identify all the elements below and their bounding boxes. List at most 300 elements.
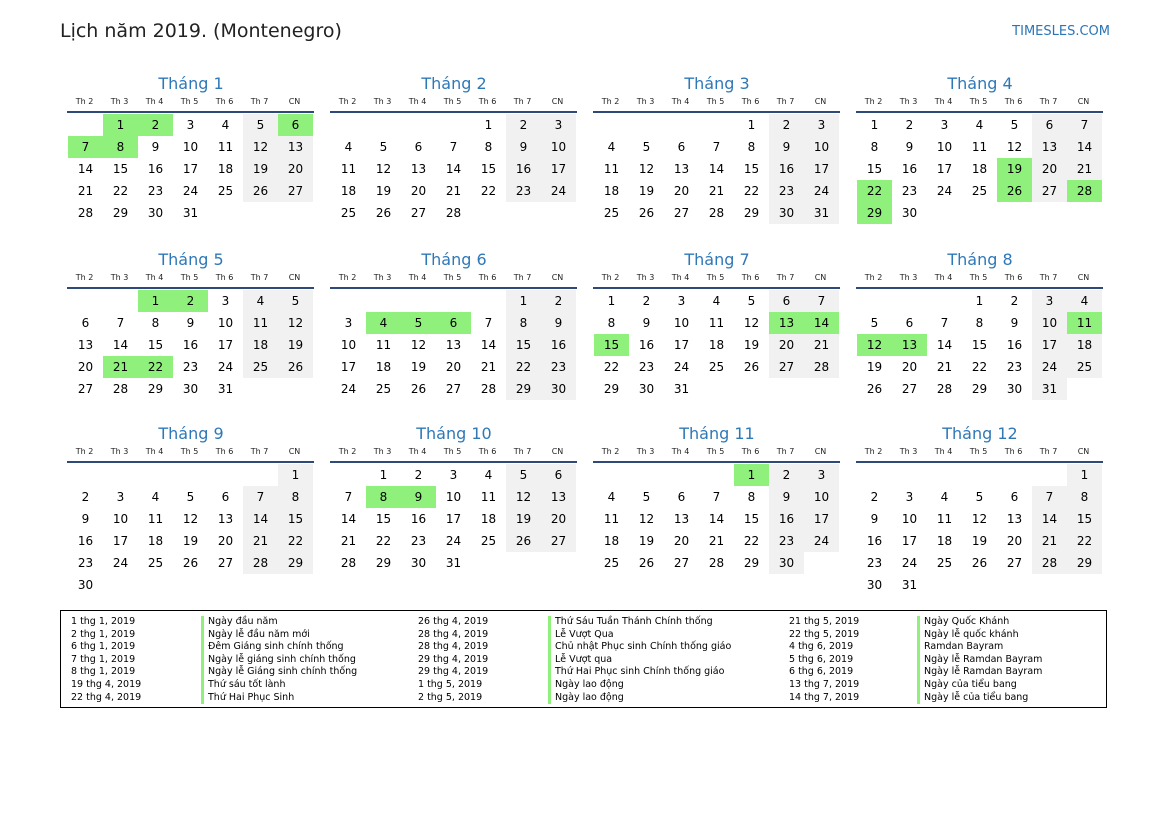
day-cell: 11 [217,140,234,154]
weekday-label: Th 7 [776,97,795,106]
day-cell: 31 [217,382,234,396]
month-name: Tháng 6 [421,250,487,269]
day-cell: 4 [221,118,230,132]
holiday-legend [60,610,1107,708]
day-cell: 4 [940,490,949,504]
weekday-label: Th 3 [110,273,129,282]
weekday-header [593,271,840,289]
weekday-header [330,271,577,289]
day-cell: 14 [77,162,94,176]
day-cell: 15 [866,162,883,176]
empty-cell [208,464,243,486]
day-cell: 19 [278,334,313,356]
day-cell: 27 [1006,556,1023,570]
weekday-label: Th 2 [864,97,883,106]
weekday-label: Th 4 [671,97,690,106]
day-cell: 13 [541,486,576,508]
weekday-label: Th 4 [671,273,690,282]
day-cell: 9 [870,512,879,526]
day-cell: 11 [603,162,620,176]
day-cell: 14 [1032,508,1067,530]
month-name: Tháng 8 [947,250,1013,269]
day-cell: 7 [449,140,458,154]
day-cell: 25 [217,184,234,198]
day-cell: 14 [243,508,278,530]
day-cell: 23 [541,356,576,378]
weekday-label: Th 3 [636,97,655,106]
day-cell: 28 [480,382,497,396]
days-grid [68,290,314,400]
day-cell: 3 [449,468,458,482]
holiday-day: 1 [103,114,138,136]
legend-holiday-name: Thứ Hai Phục sinh Chính thống giáo [548,666,731,679]
day-cell: 18 [480,512,497,526]
day-cell: 19 [638,534,655,548]
empty-cell [331,114,366,136]
day-cell: 15 [506,334,541,356]
day-cell: 2 [1010,294,1019,308]
weekday-label: Th 6 [215,273,234,282]
weekday-label: Th 5 [180,97,199,106]
day-cell: 20 [673,534,690,548]
day-cell: 26 [182,556,199,570]
day-cell: 10 [804,486,839,508]
day-cell: 16 [769,158,804,180]
day-cell: 28 [708,556,725,570]
weekday-label: Th 3 [899,447,918,456]
day-cell: 2 [642,294,651,308]
legend-holiday-name: Ngày lễ giáng sinh chính thống [201,654,357,667]
day-cell: 4 [344,140,353,154]
day-cell: 19 [638,184,655,198]
legend-holiday-name: Ngày lễ Ramdan Bayram [917,666,1042,679]
day-cell: 22 [375,534,392,548]
day-cell: 17 [1032,334,1067,356]
days-grid [331,290,577,400]
day-cell: 12 [375,162,392,176]
day-cell: 27 [217,556,234,570]
weekday-label: Th 2 [75,447,94,456]
weekday-header [67,445,314,463]
month-block [857,423,1103,596]
day-cell: 24 [1032,356,1067,378]
day-cell: 9 [769,136,804,158]
weekday-label: Th 2 [601,447,620,456]
day-cell: 5 [379,140,388,154]
month-name: Tháng 10 [416,424,492,443]
empty-cell [664,114,699,136]
day-cell: 27 [673,206,690,220]
legend-date: 13 thg 7, 2019 [789,678,860,690]
legend-holiday-name: Chủ nhật Phục sinh Chính thống giáo [548,641,731,654]
day-cell: 17 [541,158,576,180]
day-cell: 25 [936,556,953,570]
day-cell: 4 [607,140,616,154]
day-cell: 4 [484,468,493,482]
empty-cell [331,290,366,312]
weekday-label: CN [1077,447,1090,456]
day-cell: 19 [182,534,199,548]
day-cell: 5 [747,294,756,308]
day-cell: 10 [445,490,462,504]
weekday-label: Th 4 [408,97,427,106]
day-cell: 8 [278,486,313,508]
day-cell: 11 [147,512,164,526]
weekday-label: Th 6 [478,97,497,106]
day-cell: 17 [804,508,839,530]
weekday-label: Th 3 [110,97,129,106]
weekday-label: Th 2 [601,97,620,106]
day-cell: 20 [217,534,234,548]
day-cell: 12 [1006,140,1023,154]
day-cell: 16 [901,162,918,176]
day-cell: 4 [607,490,616,504]
day-cell: 20 [445,360,462,374]
empty-cell [401,290,436,312]
legend-date: 1 thg 1, 2019 [71,616,136,627]
day-cell: 29 [375,556,392,570]
day-cell: 24 [445,534,462,548]
day-cell: 11 [243,312,278,334]
day-cell: 12 [278,312,313,334]
day-cell: 4 [712,294,721,308]
holiday-day: 21 [103,356,138,378]
holiday-day: 15 [594,334,629,356]
day-cell: 22 [480,184,497,198]
day-cell: 30 [147,206,164,220]
day-cell: 21 [1067,158,1102,180]
day-cell: 15 [278,508,313,530]
holiday-day: 22 [138,356,173,378]
days-grid [857,290,1103,400]
day-cell: 22 [278,530,313,552]
day-cell: 18 [217,162,234,176]
day-cell: 7 [484,316,493,330]
day-cell: 21 [77,184,94,198]
day-cell: 10 [541,136,576,158]
day-cell: 27 [901,382,918,396]
month-block [331,423,577,574]
site-link[interactable]: TIMESLES.COM [1012,24,1110,39]
day-cell: 18 [708,338,725,352]
day-cell: 15 [112,162,129,176]
month-name: Tháng 2 [421,74,487,93]
day-cell: 5 [975,490,984,504]
legend-holiday-name: Thứ Hai Phục Sinh [201,692,357,705]
day-cell: 14 [480,338,497,352]
day-cell: 5 [870,316,879,330]
day-cell: 7 [344,490,353,504]
weekday-label: Th 5 [443,273,462,282]
day-cell: 8 [151,316,160,330]
weekday-label: Th 4 [671,447,690,456]
day-cell: 31 [901,578,918,592]
days-grid [331,464,577,574]
weekday-label: Th 4 [408,447,427,456]
day-cell: 6 [677,140,686,154]
day-cell: 15 [1067,508,1102,530]
weekday-label: Th 4 [145,97,164,106]
legend-holiday-name: Ngày lễ Ramdan Bayram [917,654,1042,667]
day-cell: 23 [769,530,804,552]
weekday-label: CN [814,97,827,106]
month-block [331,249,577,400]
month-block [594,249,840,400]
weekday-label: Th 2 [601,273,620,282]
day-cell: 11 [480,490,497,504]
weekday-label: Th 5 [969,273,988,282]
month-block [68,73,314,224]
holiday-day: 19 [997,158,1032,180]
day-cell: 21 [1032,530,1067,552]
day-cell: 22 [743,534,760,548]
legend-date: 2 thg 5, 2019 [418,691,483,703]
day-cell: 7 [940,316,949,330]
days-grid [68,464,314,596]
day-cell: 31 [673,382,690,396]
weekday-label: Th 6 [215,97,234,106]
day-cell: 18 [603,534,620,548]
holiday-day: 13 [769,312,804,334]
empty-cell [366,114,401,136]
day-cell: 16 [638,338,655,352]
day-cell: 3 [905,490,914,504]
day-cell: 11 [603,512,620,526]
day-cell: 12 [506,486,541,508]
legend-holiday-name: Ngày lao động [548,679,731,692]
weekday-label: CN [814,273,827,282]
weekday-label: CN [288,273,301,282]
legend-date: 28 thg 4, 2019 [418,641,489,653]
day-cell: 2 [541,290,576,312]
weekday-header [330,95,577,113]
day-cell: 25 [603,206,620,220]
month-name: Tháng 7 [684,250,750,269]
weekday-label: Th 2 [864,447,883,456]
weekday-label: Th 6 [478,447,497,456]
day-cell: 16 [1006,338,1023,352]
legend-date: 29 thg 4, 2019 [418,653,489,665]
day-cell: 6 [1010,490,1019,504]
empty-cell [857,464,892,486]
day-cell: 12 [243,136,278,158]
holiday-day: 11 [1067,312,1102,334]
day-cell: 2 [506,114,541,136]
day-cell: 17 [901,534,918,548]
weekday-label: Th 7 [776,273,795,282]
day-cell: 3 [804,114,839,136]
day-cell: 16 [541,334,576,356]
day-cell: 1 [379,468,388,482]
holiday-day: 2 [138,114,173,136]
day-cell: 1 [975,294,984,308]
day-cell: 28 [804,356,839,378]
day-cell: 14 [340,512,357,526]
day-cell: 3 [221,294,230,308]
day-cell: 5 [642,140,651,154]
holiday-day: 13 [892,334,927,356]
empty-cell [997,464,1032,486]
day-cell: 23 [410,534,427,548]
empty-cell [962,464,997,486]
day-cell: 25 [147,556,164,570]
legend-date: 5 thg 6, 2019 [789,653,854,665]
day-cell: 27 [77,382,94,396]
day-cell: 1 [870,118,879,132]
holiday-day: 6 [278,114,313,136]
day-cell: 22 [971,360,988,374]
day-cell: 17 [182,162,199,176]
weekday-label: Th 3 [636,447,655,456]
day-cell: 3 [186,118,195,132]
weekday-label: Th 7 [776,447,795,456]
day-cell: 17 [217,338,234,352]
empty-cell [471,290,506,312]
day-cell: 28 [340,556,357,570]
day-cell: 17 [936,162,953,176]
day-cell: 10 [901,512,918,526]
weekday-label: Th 5 [443,447,462,456]
day-cell: 28 [445,206,462,220]
day-cell: 17 [804,158,839,180]
day-cell: 9 [905,140,914,154]
empty-cell [68,114,103,136]
legend-date: 19 thg 4, 2019 [71,678,142,690]
weekday-label: CN [551,97,564,106]
day-cell: 7 [1067,114,1102,136]
weekday-header [856,95,1103,113]
weekday-label: CN [288,447,301,456]
day-cell: 31 [804,202,839,224]
holiday-day: 12 [857,334,892,356]
day-cell: 28 [243,552,278,574]
weekday-header [593,445,840,463]
empty-cell [68,464,103,486]
day-cell: 21 [340,534,357,548]
day-cell: 3 [1032,290,1067,312]
day-cell: 4 [151,490,160,504]
day-cell: 12 [743,316,760,330]
weekday-label: Th 7 [250,97,269,106]
day-cell: 12 [638,162,655,176]
holiday-day: 5 [401,312,436,334]
day-cell: 31 [182,206,199,220]
legend-date: 29 thg 4, 2019 [418,666,489,678]
legend-date: 6 thg 6, 2019 [789,666,854,678]
day-cell: 19 [743,338,760,352]
days-grid [594,114,840,224]
day-cell: 29 [743,206,760,220]
empty-cell [699,114,734,136]
day-cell: 20 [410,184,427,198]
day-cell: 27 [445,382,462,396]
day-cell: 22 [112,184,129,198]
day-cell: 25 [603,556,620,570]
day-cell: 12 [638,512,655,526]
weekday-label: Th 7 [513,97,532,106]
day-cell: 9 [186,316,195,330]
day-cell: 30 [541,378,576,400]
day-cell: 1 [278,464,313,486]
legend-holiday-name: Ramdan Bayram [917,641,1042,654]
day-cell: 2 [769,464,804,486]
holiday-day: 7 [68,136,103,158]
holiday-day: 6 [436,312,471,334]
day-cell: 30 [769,552,804,574]
day-cell: 16 [410,512,427,526]
day-cell: 19 [243,158,278,180]
weekday-label: Th 2 [75,97,94,106]
holiday-day: 4 [366,312,401,334]
weekday-label: Th 4 [934,273,953,282]
day-cell: 7 [1032,486,1067,508]
day-cell: 15 [971,338,988,352]
day-cell: 27 [541,530,576,552]
day-cell: 23 [147,184,164,198]
day-cell: 10 [673,316,690,330]
day-cell: 5 [1010,118,1019,132]
holiday-day: 8 [103,136,138,158]
day-cell: 4 [975,118,984,132]
day-cell: 9 [769,486,804,508]
day-cell: 8 [747,140,756,154]
day-cell: 24 [217,360,234,374]
weekday-label: CN [1077,97,1090,106]
day-cell: 26 [410,382,427,396]
day-cell: 29 [278,552,313,574]
weekday-label: Th 6 [478,273,497,282]
day-cell: 3 [804,464,839,486]
weekday-label: Th 6 [741,97,760,106]
day-cell: 3 [541,114,576,136]
day-cell: 26 [375,206,392,220]
empty-cell [331,464,366,486]
legend-holiday-name: Lễ Vượt qua [548,654,731,667]
holiday-day: 1 [138,290,173,312]
holiday-day: 26 [997,180,1032,202]
holiday-day: 2 [173,290,208,312]
weekday-label: Th 7 [1039,97,1058,106]
day-cell: 20 [1032,158,1067,180]
weekday-label: Th 2 [338,447,357,456]
day-cell: 7 [804,290,839,312]
month-name: Tháng 11 [679,424,755,443]
day-cell: 6 [81,316,90,330]
day-cell: 21 [804,334,839,356]
day-cell: 17 [340,360,357,374]
day-cell: 17 [112,534,129,548]
day-cell: 19 [375,184,392,198]
day-cell: 20 [77,360,94,374]
empty-cell [594,464,629,486]
weekday-label: Th 2 [338,97,357,106]
day-cell: 30 [638,382,655,396]
day-cell: 6 [769,290,804,312]
day-cell: 20 [541,508,576,530]
days-grid [594,464,840,574]
empty-cell [629,114,664,136]
month-block [68,423,314,596]
holiday-day: 14 [804,312,839,334]
day-cell: 8 [1067,486,1102,508]
day-cell: 2 [870,490,879,504]
day-cell: 6 [905,316,914,330]
weekday-label: Th 5 [180,447,199,456]
day-cell: 24 [112,556,129,570]
empty-cell [892,290,927,312]
weekday-label: Th 2 [864,273,883,282]
day-cell: 29 [971,382,988,396]
